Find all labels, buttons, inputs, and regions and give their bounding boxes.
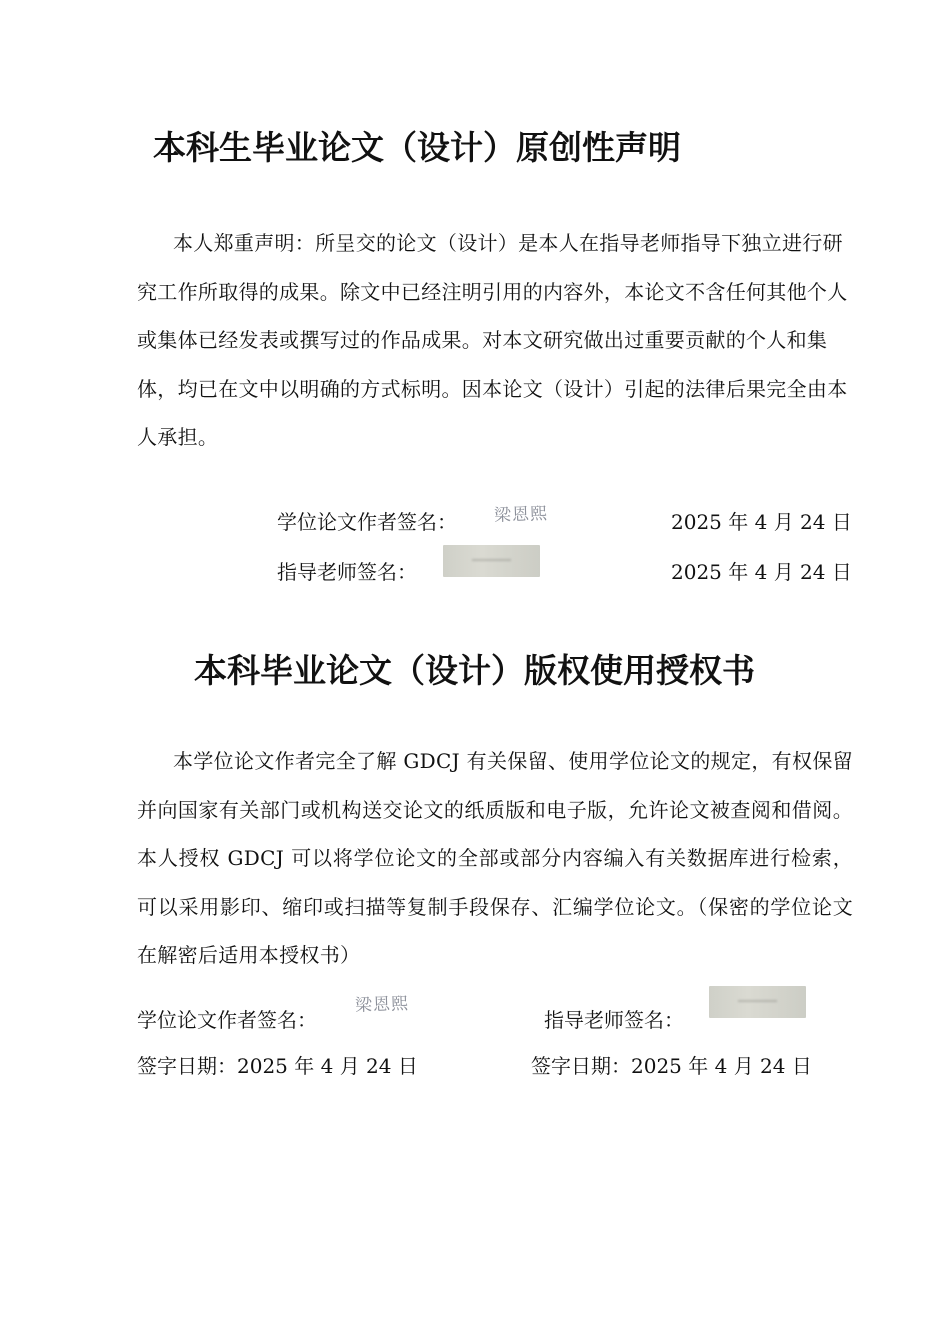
author-signature-image: 梁恩熙 [493, 504, 549, 526]
copyright-advisor-sign-date: 签字日期：2025 年 4 月 24 日 [531, 1054, 812, 1078]
copyright-advisor-signature-label: 指导老师签名： [544, 1008, 684, 1032]
originality-title: 本科生毕业论文（设计）原创性声明 [153, 128, 681, 167]
copyright-author-signature-label: 学位论文作者签名： [137, 1008, 317, 1032]
copyright-author-sign-date: 签字日期：2025 年 4 月 24 日 [137, 1054, 418, 1078]
advisor-signature-image [443, 545, 540, 577]
copyright-title: 本科毕业论文（设计）版权使用授权书 [194, 651, 755, 690]
author-signature-label: 学位论文作者签名： [277, 510, 457, 534]
advisor-sign-date: 2025 年 4 月 24 日 [671, 560, 852, 584]
originality-body: 本人郑重声明：所呈交的论文（设计）是本人在指导老师指导下独立进行研究工作所取得的成果。除文中已经注明引用的内容外，本论文不含任何其他个人或集体已经发表或撰写过的作品成果。对本文研究做出过重要贡献的个人和集体，均已在文中以明确的方式标明。因本论文（设计）引起的法律后果完全由本人承担。 [137, 231, 848, 449]
copyright-advisor-signature-image [709, 986, 806, 1018]
copyright-author-signature-image: 梁恩熙 [354, 994, 410, 1016]
advisor-signature-label: 指导老师签名： [277, 560, 417, 584]
author-sign-date: 2025 年 4 月 24 日 [671, 510, 852, 534]
copyright-body: 本学位论文作者完全了解 GDCJ 有关保留、使用学位论文的规定，有权保留并向国家有关部门或机构送交论文的纸质版和电子版，允许论文被查阅和借阅。本人授权 GDCJ 可以将学位论文的全部或部分内容编入有关数据库进行检索，可以采用影印、缩印或扫描等复制手段保存、汇编学位论文。（保密的学位论文在解密后适用本授权书） [137, 749, 853, 967]
